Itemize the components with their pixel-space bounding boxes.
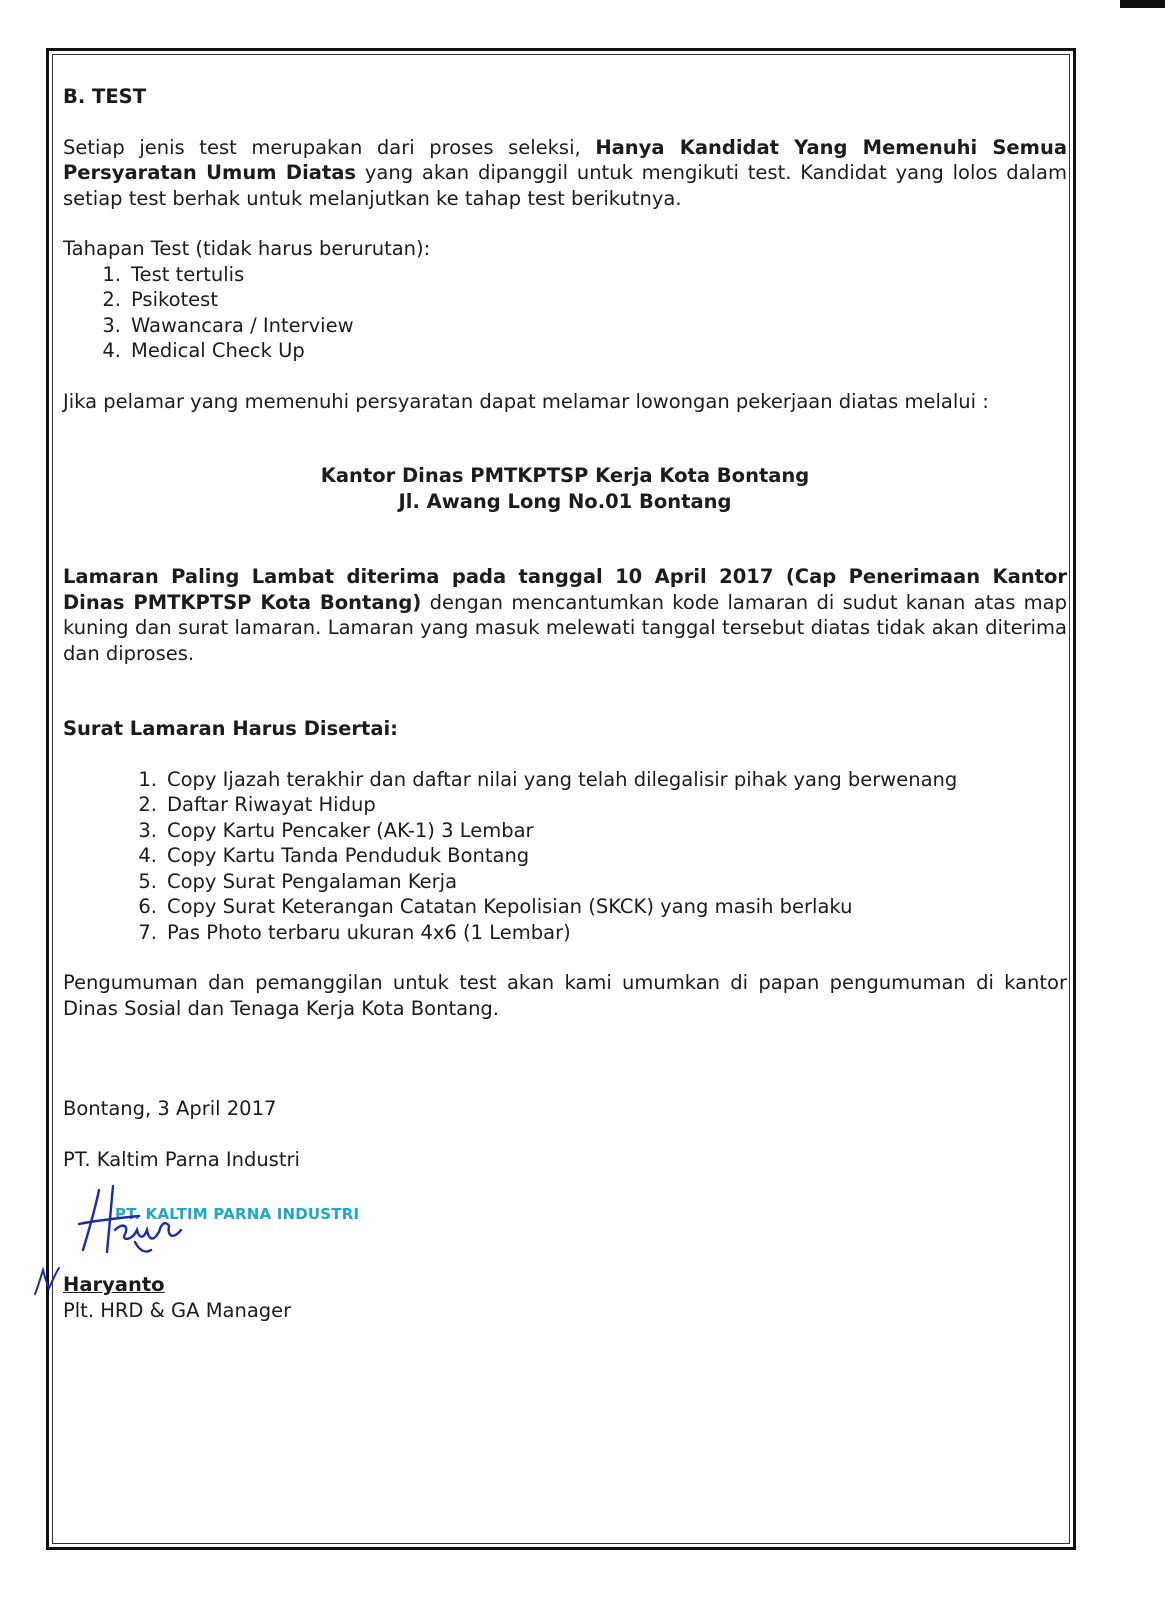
list-item: 7. Pas Photo terbaru ukuran 4x6 (1 Lembar) xyxy=(138,920,571,944)
office-address: Jl. Awang Long No.01 Bontang xyxy=(398,489,732,513)
company-stamp: PT. KALTIM PARNA INDUSTRI xyxy=(115,1205,360,1223)
list-item: 3. Wawancara / Interview xyxy=(102,313,354,337)
intro-text-2: yang akan dipanggil untuk mengikuti test. Kandidat yang lolos dalam setiap test berhak untuk melanjutkan ke tahap test berikutnya. xyxy=(63,161,1067,210)
deadline-bold: Lamaran Paling Lambat diterima pada tanggal 10 April 2017 (Cap Penerimaan Kantor Dinas PMTKPTSP Kota Bontang) xyxy=(63,565,1067,614)
deadline-paragraph xyxy=(63,564,1067,666)
intro-bold: Hanya Kandidat Yang Memenuhi Semua Persyaratan Umum Diatas xyxy=(63,135,1067,184)
list-item: 1. Test tertulis xyxy=(102,262,245,286)
apply-text: Jika pelamar yang memenuhi persyaratan dapat melamar lowongan pekerjaan diatas melalui : xyxy=(63,389,989,413)
office-name: Kantor Dinas PMTKPTSP Kerja Kota Bontang xyxy=(320,464,810,487)
list-item: 2. Daftar Riwayat Hidup xyxy=(138,793,376,816)
intro-text-1: Setiap jenis test merupakan dari proses seleksi, xyxy=(63,135,596,159)
list-item: 6. Copy Surat Keterangan Catatan Kepolisian (SKCK) yang masih berlaku xyxy=(138,895,853,918)
signature-icon xyxy=(69,1180,199,1260)
place-date: Bontang, 3 April 2017 xyxy=(63,1097,277,1120)
signer-name: Haryanto xyxy=(63,1273,165,1296)
list-item: 5. Copy Surat Pengalaman Kerja xyxy=(138,869,458,893)
list-item: 2. Psikotest xyxy=(102,288,218,311)
list-item: 1. Copy Ijazah terakhir dan daftar nilai yang telah dilegalisir pihak yang berwenang xyxy=(138,767,958,791)
letter-content xyxy=(63,84,1067,1323)
intro-paragraph xyxy=(63,135,1067,212)
attachments-title: Surat Lamaran Harus Disertai: xyxy=(63,717,398,740)
stages-title: Tahapan Test (tidak harus berurutan): xyxy=(63,237,431,260)
deadline-text: dengan mencantumkan kode lamaran di sudut kanan atas map kuning dan surat lamaran. Lamaran yang masuk melewati tanggal tersebut diatas tidak akan diterima dan diproses. xyxy=(63,590,1067,665)
list-item: 3. Copy Kartu Pencaker (AK-1) 3 Lembar xyxy=(138,818,534,842)
announcement-paragraph: Pengumuman dan pemanggilan untuk test akan kami umumkan di papan pengumuman di kantor Dinas Sosial dan Tenaga Kerja Kota Bontang. xyxy=(63,971,1067,1020)
initial-mark-icon xyxy=(31,1264,61,1298)
signature-area xyxy=(63,1172,1067,1272)
attachments-list xyxy=(133,767,1067,946)
list-item: 4. Medical Check Up xyxy=(102,339,305,362)
signer-title: Plt. HRD & GA Manager xyxy=(63,1298,292,1322)
company-name: PT. Kaltim Parna Industri xyxy=(63,1147,300,1171)
stages-list xyxy=(97,262,1067,364)
list-item: 4. Copy Kartu Tanda Penduduk Bontang xyxy=(138,844,530,867)
scan-corner-mark xyxy=(1120,0,1165,8)
section-heading: B. TEST xyxy=(63,85,147,108)
